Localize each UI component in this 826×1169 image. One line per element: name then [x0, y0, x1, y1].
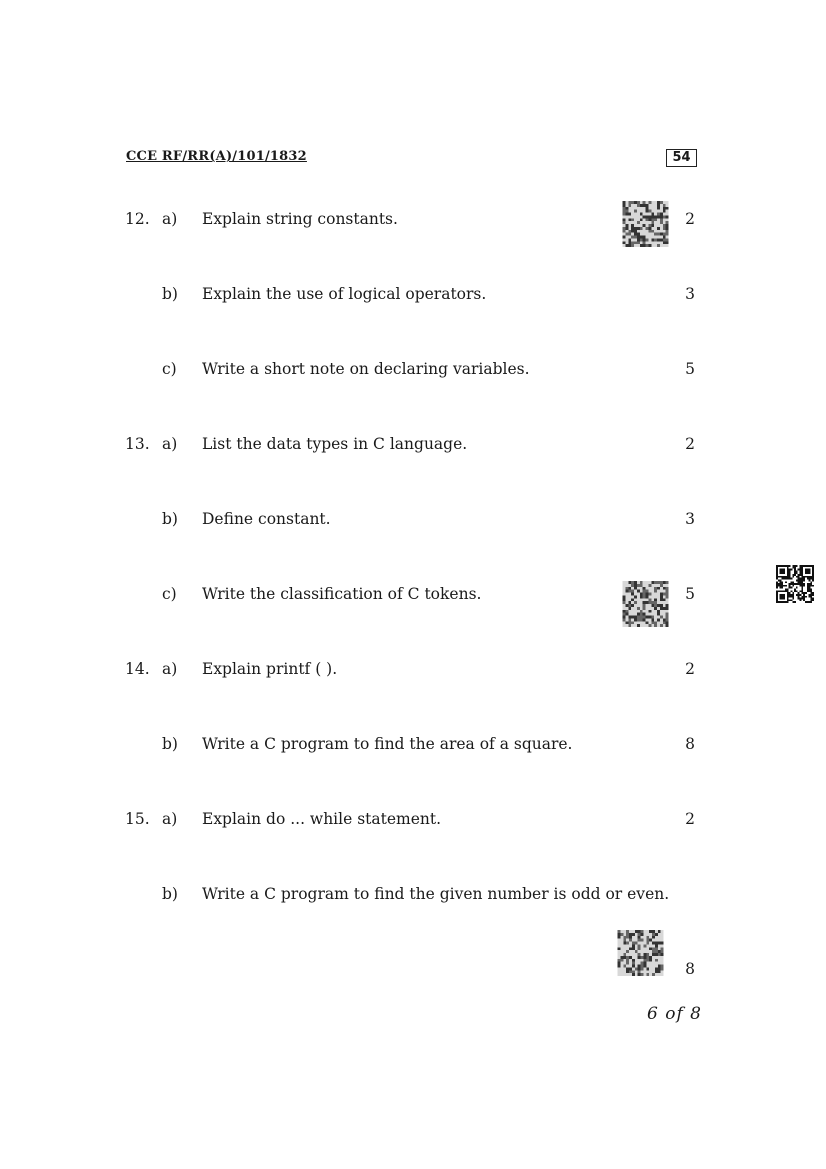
question-text: Explain the use of logical operators. [202, 285, 487, 303]
sub-question-label: c) [162, 360, 177, 378]
marks: 3 [685, 510, 695, 528]
question-number: 14. [125, 660, 150, 678]
marks: 5 [685, 360, 695, 378]
sub-question-label: b) [162, 735, 178, 753]
question-text: Write a C program to find the given number is odd or even. [202, 885, 670, 903]
marks: 8 [685, 960, 695, 978]
question-text: List the data types in C language. [202, 435, 468, 453]
page-box-number: 54 [666, 149, 697, 167]
marks: 2 [685, 810, 695, 828]
question-text: Explain do ... while statement. [202, 810, 442, 828]
qr-code-icon [776, 565, 814, 603]
sub-question-label: a) [162, 810, 178, 828]
question-text: Write a C program to find the area of a square. [202, 735, 573, 753]
sub-question-label: b) [162, 285, 178, 303]
qr-code-icon [617, 930, 664, 976]
qr-code-icon [622, 201, 669, 247]
sub-question-label: b) [162, 885, 178, 903]
marks: 2 [685, 660, 695, 678]
marks: 3 [685, 285, 695, 303]
question-text: Write the classification of C tokens. [202, 585, 482, 603]
question-number: 15. [125, 810, 150, 828]
question-text: Explain string constants. [202, 210, 398, 228]
question-number: 13. [125, 435, 150, 453]
paper-code: CCE RF/RR(A)/101/1832 [126, 149, 307, 164]
qr-code-icon [622, 581, 669, 627]
marks: 8 [685, 735, 695, 753]
marks: 2 [685, 210, 695, 228]
question-number: 12. [125, 210, 150, 228]
marks: 2 [685, 435, 695, 453]
sub-question-label: b) [162, 510, 178, 528]
marks: 5 [685, 585, 695, 603]
question-text: Write a short note on declaring variables. [202, 360, 530, 378]
sub-question-label: a) [162, 435, 178, 453]
question-text: Explain printf ( ). [202, 660, 338, 678]
sub-question-label: a) [162, 660, 178, 678]
page-number: 6 of 8 [647, 1004, 702, 1024]
question-text: Define constant. [202, 510, 331, 528]
sub-question-label: a) [162, 210, 178, 228]
sub-question-label: c) [162, 585, 177, 603]
